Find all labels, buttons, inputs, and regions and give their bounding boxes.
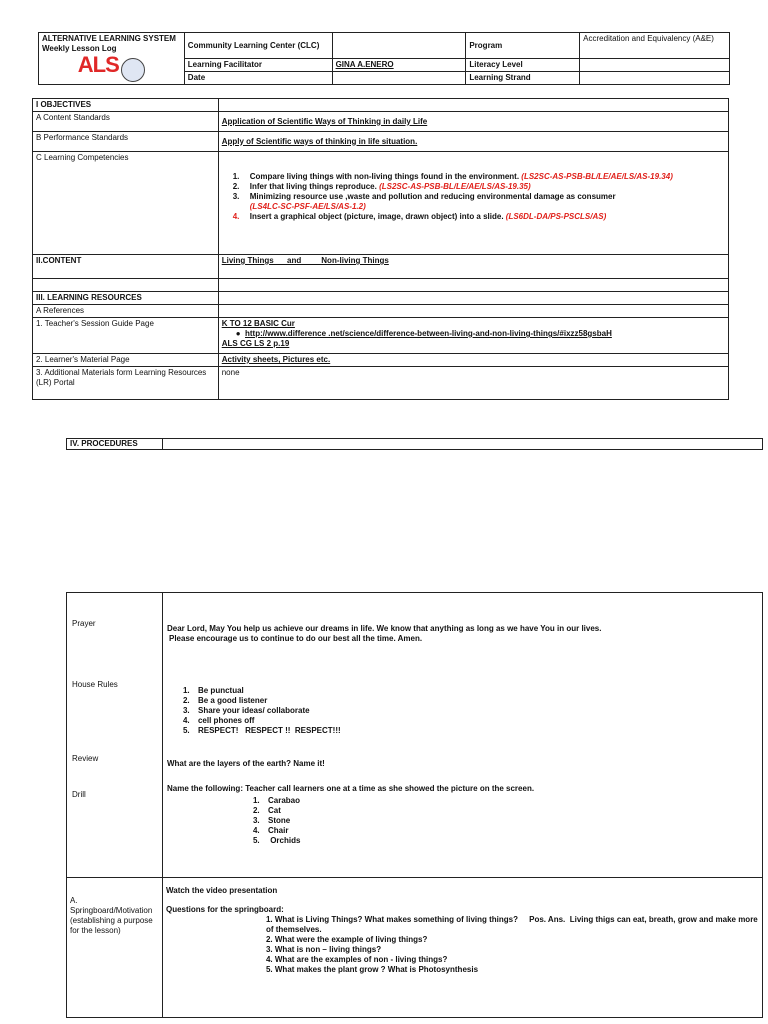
house-rule-item: 4. cell phones off xyxy=(182,716,255,725)
house-rule-item: 2. Be a good listener xyxy=(182,696,268,705)
house-rule-item: 1. Be punctual xyxy=(182,686,244,695)
drill-label: Drill xyxy=(72,790,86,799)
competencies-label: C Learning Competencies xyxy=(33,152,219,255)
review-text: What are the layers of the earth? Name it! xyxy=(166,759,325,768)
springboard-question: 2. What were the example of living things? xyxy=(265,935,428,944)
procedure-content xyxy=(162,593,762,878)
procedures-heading-table xyxy=(66,438,763,450)
log-title: Weekly Lesson Log xyxy=(42,44,117,53)
logos xyxy=(42,51,181,82)
tsg-link-row: ● http://www.difference .net/science/difference-between-living-and-non-living-things/#ixzz58gsbaH xyxy=(235,329,612,338)
drill-item: 5. Orchids xyxy=(252,836,301,845)
competency-item: 4. Insert a graphical object (picture, image, drawn object) into a slide. (LS6DL-DA/PS-PSCLS/AS) xyxy=(232,212,607,221)
date-label: Date xyxy=(184,72,332,85)
facilitator-label: Learning Facilitator xyxy=(184,59,332,72)
drill-text: Name the following: Teacher call learners one at a time as she showed the picture on the screen. xyxy=(166,784,535,793)
springboard-questions xyxy=(166,915,759,975)
springboard-question: 5. What makes the plant grow ? What is Photosynthesis xyxy=(265,965,479,974)
resources-heading: III. LEARNING RESOURCES xyxy=(33,292,219,305)
performance-standards-value: Apply of Scientific ways of thinking in life situation. xyxy=(221,136,418,146)
deped-seal-icon xyxy=(121,58,145,82)
springboard-label: A. Springboard/Motivation (establishing a purpose for the lesson) xyxy=(67,878,163,1018)
header-table xyxy=(38,32,730,85)
house-rules-label: House Rules xyxy=(72,680,118,689)
als-logo: ALS xyxy=(77,52,119,77)
literacy-label: Literacy Level xyxy=(466,59,580,72)
strand-label: Learning Strand xyxy=(466,72,580,85)
house-rule-item: 3. Share your ideas/ collaborate xyxy=(182,706,310,715)
facilitator-value: GINA A.ENERO xyxy=(332,59,466,72)
drill-list xyxy=(253,796,300,846)
strand-value xyxy=(580,72,730,85)
literacy-value xyxy=(580,59,730,72)
springboard-q-heading: Questions for the springboard: xyxy=(165,905,284,914)
springboard-question: 3. What is non – living things? xyxy=(265,945,382,954)
content-heading: II.CONTENT xyxy=(33,255,219,279)
competency-item: 1. Compare living things with non-living things found in the environment. (LS2SC-AS-PSB-BL/LE/AE/LS/AS-19.34) xyxy=(232,172,673,181)
performance-standards-label: B Performance Standards xyxy=(33,132,219,152)
springboard-intro: Watch the video presentation xyxy=(165,886,278,895)
date-value xyxy=(332,72,466,85)
competency-item: 3. Minimizing resource use ,waste and pollution and reducing environmental damage as consumer (LS4LC-SC-PSF-AE/LS/AS-1.2) xyxy=(232,192,616,211)
lm-label: 2. Learner's Material Page xyxy=(33,354,219,367)
program-value: Accreditation and Equivalency (A&E) xyxy=(580,33,730,59)
lesson-table xyxy=(32,98,729,400)
tsg-link[interactable]: http://www.difference .net/science/difference-between-living-and-non-living-things/#ixzz58gsbaH xyxy=(245,329,612,338)
prayer-text: Dear Lord, May You help us achieve our dreams in life. We know that anything as long as we have You in our lives. Please encourage us to continue to do our best all the time. Amen. xyxy=(166,624,602,643)
house-rule-item: 5. RESPECT! RESPECT !! RESPECT!!! xyxy=(182,726,341,735)
program-label: Program xyxy=(466,33,580,59)
lm-value: Activity sheets, Pictures etc. xyxy=(221,355,331,364)
procedures-table xyxy=(66,592,763,1018)
system-title: ALTERNATIVE LEARNING SYSTEM xyxy=(42,34,176,43)
house-rules-list xyxy=(183,686,341,736)
competencies-list xyxy=(218,152,728,255)
additional-value: none xyxy=(218,367,728,400)
springboard-question: 4. What are the examples of non - living things? xyxy=(265,955,448,964)
tsg-label: 1. Teacher's Session Guide Page xyxy=(33,318,219,354)
prayer-label: Prayer xyxy=(72,619,96,628)
header-logo-cell xyxy=(39,33,185,85)
drill-item: 4. Chair xyxy=(252,826,289,835)
springboard-content xyxy=(162,878,762,1018)
content-standards-value: Application of Scientific Ways of Thinking in daily Life xyxy=(221,116,428,126)
additional-label: 3. Additional Materials form Learning Resources (LR) Portal xyxy=(33,367,219,400)
review-label: Review xyxy=(72,754,99,763)
springboard-question: 1. What is Living Things? What makes something of living things? Pos. Ans. Living thigs can eat, breath, grow and make more of themselves. xyxy=(265,915,760,934)
clc-label: Community Learning Center (CLC) xyxy=(184,33,332,59)
tsg-line1: K TO 12 BASIC Cur xyxy=(221,319,295,328)
references-label: A References xyxy=(33,305,219,318)
drill-item: 1. Carabao xyxy=(252,796,300,805)
tsg-line3: ALS CG LS 2 p.19 xyxy=(221,339,290,348)
content-standards-label: A Content Standards xyxy=(33,112,219,132)
drill-item: 3. Stone xyxy=(252,816,291,825)
procedure-labels xyxy=(67,593,163,878)
objectives-heading: I OBJECTIVES xyxy=(33,99,219,112)
drill-item: 2. Cat xyxy=(252,806,281,815)
clc-value xyxy=(332,33,466,59)
competency-item: 2. Infer that living things reproduce. (LS2SC-AS-PSB-BL/LE/AE/LS/AS-19.35) xyxy=(232,182,531,191)
content-value: Living Things and Non-living Things xyxy=(221,256,389,265)
procedures-heading: IV. PROCEDURES xyxy=(67,439,163,450)
